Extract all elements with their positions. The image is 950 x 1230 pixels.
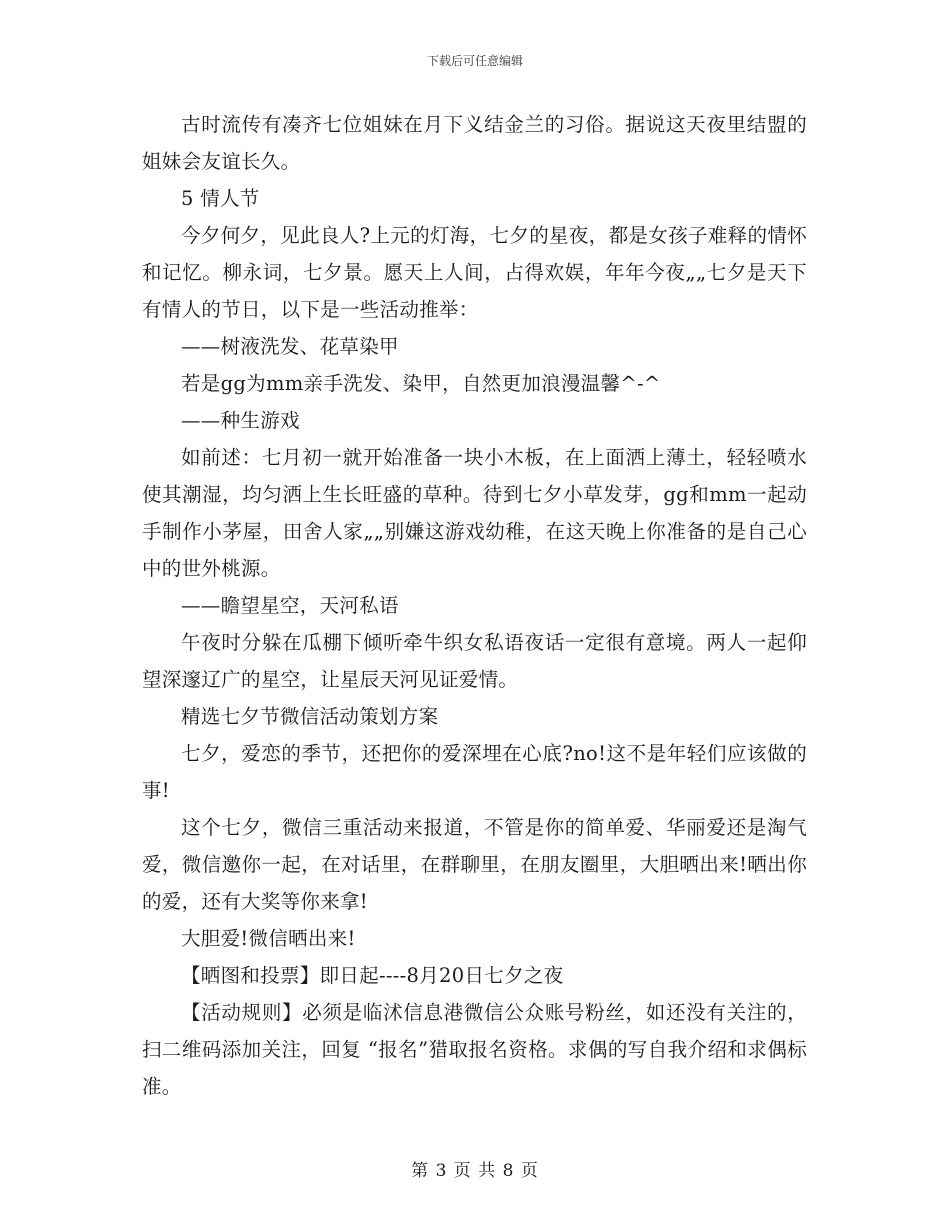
subheading: ——树液洗发、花草染甲: [181, 335, 399, 358]
paragraph: 七夕，爱恋的季节，还把你的爱深埋在心底?no!这不是年轻们应该做的事!: [142, 742, 807, 802]
page-footer: 第 3 页 共 8 页: [411, 1161, 539, 1181]
paragraph: 【活动规则】必须是临沭信息港微信公众账号粉丝，如还没有关注的，扫二维码添加关注，回复 “报名”猎取报名资格。求偶的写自我介绍和求偶标准。: [142, 1001, 807, 1098]
paragraph: 今夕何夕，见此良人?上元的灯海，七夕的星夜，都是女孩子难释的情怀和记忆。柳永词，七夕景。愿天上人间，占得欢娱，年年今夜„„七夕是天下有情人的节日，以下是一些活动推举：: [142, 224, 807, 321]
page-header: 下载后可任意编辑: [426, 54, 523, 68]
paragraph: 如前述：七月初一就开始准备一块小木板，在上面洒上薄土，轻轻喷水使其潮湿，均匀洒上生长旺盛的草种。待到七夕小草发芽，gg和mm一起动手制作小茅屋，田舍人家„„别嫌这游戏幼稚，在这天晚上你准备的是自己心中的世外桃源。: [142, 446, 807, 580]
paragraph: 【晒图和投票】即日起----8月20日七夕之夜: [181, 964, 564, 987]
paragraph: 大胆爱!微信晒出来!: [181, 927, 356, 950]
document-body: [142, 106, 807, 1105]
subheading: ——种生游戏: [181, 409, 300, 432]
section-heading: 精选七夕节微信活动策划方案: [181, 705, 439, 728]
paragraph: 若是gg为mm亲手洗发、染甲，自然更加浪漫温馨^-^: [181, 372, 661, 395]
section-heading: 5 情人节: [181, 187, 260, 210]
paragraph: 这个七夕，微信三重活动来报道，不管是你的简单爱、华丽爱还是淘气爱，微信邀你一起，在对话里，在群聊里，在朋友圈里，大胆晒出来!晒出你的爱，还有大奖等你来拿!: [142, 816, 807, 913]
subheading: ——瞻望星空，天河私语: [181, 594, 399, 617]
paragraph: 古时流传有凑齐七位姐妹在月下义结金兰的习俗。据说这天夜里结盟的姐妹会友谊长久。: [142, 113, 807, 173]
paragraph: 午夜时分躲在瓜棚下倾听牵牛织女私语夜话一定很有意境。两人一起仰望深邃辽广的星空，让星辰天河见证爱情。: [142, 631, 807, 691]
